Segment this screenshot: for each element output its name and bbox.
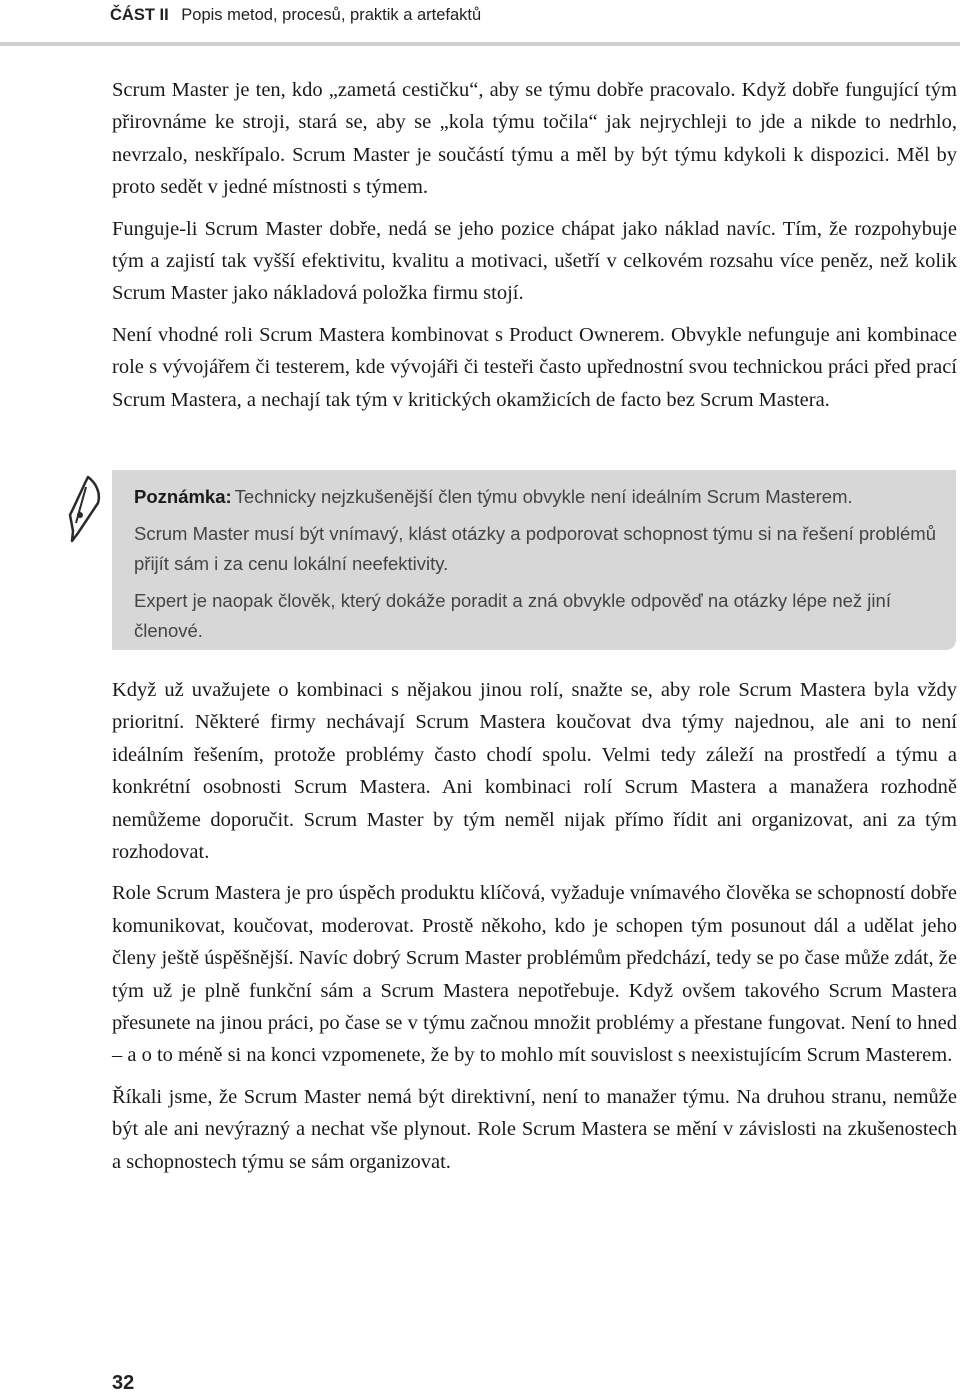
paragraph: Scrum Master je ten, kdo „zametá cestičku“, aby se týmu dobře pracovalo. Když dobře fungující tým přirovnáme ke stroji, stará se, aby se „kola týmu točila“ jak nejrychleji to jde a nikde to nedrhlo, nevrzalo, neskřípalo. Scrum Master je součástí týmu a měl by být týmu kdykoli k dispozici. Měl by proto sedět v jedné místnosti s týmem. [112, 79, 957, 199]
pen-nib-icon [62, 475, 102, 543]
paragraph: Když už uvažujete o kombinaci s nějakou jinou rolí, snažte se, aby role Scrum Mastera byla vždy prioritní. Některé firmy nechávají Scrum Mastera koučovat dva týmy najednou, ale ani to není ideálním řešením, protože problémy často chodí spolu. Velmi tedy záleží na prostředí a týmu a konkrétní osobnosti Scrum Mastera. Ani kombinaci rolí Scrum Mastera a manažera rozhodně nemůžeme doporučit. Scrum Master by tým neměl nijak přímo řídit ani organizovat, ani za tým rozhodovat. [112, 679, 957, 864]
note-paragraph: Expert je naopak člověk, který dokáže poradit a zná obvykle odpověď na otázky lépe než jiní členové. [134, 590, 891, 641]
part-label: ČÁST II [110, 6, 169, 24]
note-label: Poznámka: [134, 486, 232, 507]
page-number: 32 [112, 1372, 135, 1394]
paragraph: Není vhodné roli Scrum Mastera kombinovat s Product Ownerem. Obvykle nefunguje ani kombinace role s vývojářem či testerem, kde vývojáři či testeři často upřednostní svou technickou práci před prací Scrum Mastera, a nechají tak tým v kritických okamžicích de facto bez Scrum Mastera. [112, 323, 957, 411]
paragraph: Funguje-li Scrum Master dobře, nedá se jeho pozice chápat jako náklad navíc. Tím, že rozpohybuje tým a zajistí tak vyšší efektivitu, kvalitu a motivaci, ušetří v celkovém rozsahu více peněz, než kolik Scrum Master jako nákladová položka firmu stojí. [112, 217, 957, 305]
part-title: Popis metod, procesů, praktik a artefaktů [181, 6, 482, 24]
paragraph: Říkali jsme, že Scrum Master nemá být direktivní, není to manažer týmu. Na druhou stranu, nemůže být ale ani nevýrazný a nechat vše plynout. Role Scrum Mastera se mění v závislosti na zkušenostech a schopnostech týmu se sám organizovat. [112, 1085, 957, 1173]
note-box [112, 470, 956, 650]
note-paragraph: Scrum Master musí být vnímavý, klást otázky a podporovat schopnost týmu si na řešení problémů přijít sám i za cenu lokální neefektivity. [134, 523, 937, 574]
body-text-bottom [112, 674, 957, 1187]
note-first-paragraph [134, 482, 938, 512]
note-first-text: Technicky nejzkušenější člen týmu obvykle není ideálním Scrum Masterem. [234, 486, 853, 507]
body-text-top [112, 74, 957, 425]
paragraph: Role Scrum Mastera je pro úspěch produktu klíčová, vyžaduje vnímavého člověka se schopností dobře komunikovat, koučovat, moderovat. Prostě někoho, kdo je schopen tým posunout dál a udělat jeho členy ještě úspěšnější. Navíc dobrý Scrum Master problémům předchází, tedy se po čase může zdát, že tým už je plně funkční sám a Scrum Mastera nepotřebuje. Když ovšem takového Scrum Mastera přesunete na jinou práci, po čase se v týmu začnou množit problémy a přestane fungovat. Není to hned – a o to méně si na konci vzpomenete, že by to mohlo mít souvislost s neexistujícím Scrum Masterem. [112, 882, 957, 1067]
header-rule [0, 42, 960, 46]
running-head [110, 6, 960, 25]
